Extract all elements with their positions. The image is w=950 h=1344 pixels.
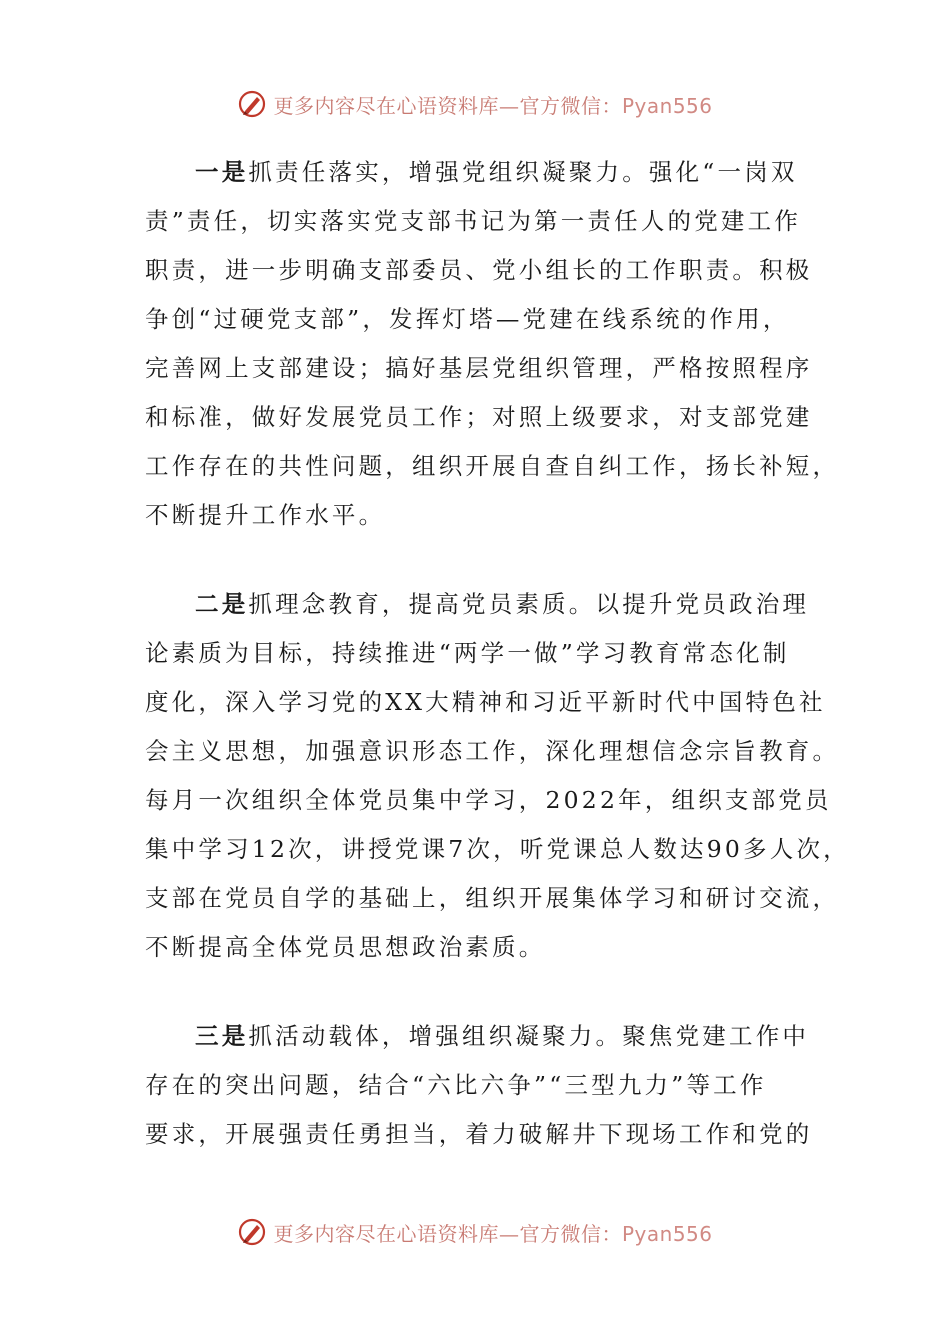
paragraph-line: 会主义思想，加强意识形态工作，深化理想信念宗旨教育。 [145,737,840,765]
paragraph-3 [145,1012,815,1159]
footer-wechat-id: Pyan556 [621,1221,713,1246]
footer-site-text: 更多内容尽在心语资料库—官方微信： [273,1221,622,1246]
line-text: 抓理念教育，提高党员素质。以提升党员政治理 [248,590,810,618]
paragraph-line: 不断提高全体党员思想政治素质。 [145,933,546,961]
paragraph-line: 要求，开展强责任勇担当，着力破解井下现场工作和党的 [145,1120,813,1148]
line-text: 抓责任落实，增强党组织凝聚力。强化“一岗双 [248,158,798,186]
header-wechat-id: Pyan556 [621,93,713,118]
footer-banner-text [273,1218,712,1247]
paragraph-line: 职责，进一步明确支部委员、党小组长的工作职责。积极 [145,256,813,284]
paragraph-line: 每月一次组织全体党员集中学习，2022年，组织支部党员 [145,786,832,814]
paragraph-lead: 一是 [195,158,249,186]
paragraph-line [145,148,815,197]
paragraph-line: 度化，深入学习党的XX大精神和习近平新时代中国特色社 [145,688,826,716]
paragraph-lead: 二是 [195,590,249,618]
paragraph-line: 责”责任，切实落实党支部书记为第一责任人的党建工作 [145,207,802,235]
paragraph-line: 支部在党员自学的基础上，组织开展集体学习和研讨交流， [145,884,840,912]
document-body [145,148,850,1199]
paragraph-line: 争创“过硬党支部”，发挥灯塔—党建在线系统的作用， [145,305,790,333]
paragraph-line: 论素质为目标，持续推进“两学一做”学习教育常态化制 [145,639,790,667]
footer-banner [0,1212,950,1252]
paragraph-2 [145,580,850,972]
paragraph-lead: 三是 [195,1022,249,1050]
paragraph-line: 完善网上支部建设；搞好基层党组织管理，严格按照程序 [145,354,813,382]
header-banner [0,84,950,124]
paragraph-line [145,580,815,629]
paragraph-line [145,1012,815,1061]
paragraph-line: 工作存在的共性问题，组织开展自查自纠工作，扬长补短， [145,452,840,480]
header-site-text: 更多内容尽在心语资料库—官方微信： [273,93,622,118]
paragraph-line: 不断提升工作水平。 [145,501,386,529]
header-banner-text [273,90,712,119]
paragraph-line: 集中学习12次，讲授党课7次，听党课总人数达90多人次， [145,835,850,863]
paragraph-1 [145,148,840,540]
pen-logo-icon [237,89,267,119]
paragraph-line: 和标准，做好发展党员工作；对照上级要求，对支部党建 [145,403,813,431]
paragraph-line: 存在的突出问题，结合“六比六争”“三型九力”等工作 [145,1071,767,1099]
line-text: 抓活动载体，增强组织凝聚力。聚焦党建工作中 [248,1022,810,1050]
pen-logo-icon [237,1217,267,1247]
